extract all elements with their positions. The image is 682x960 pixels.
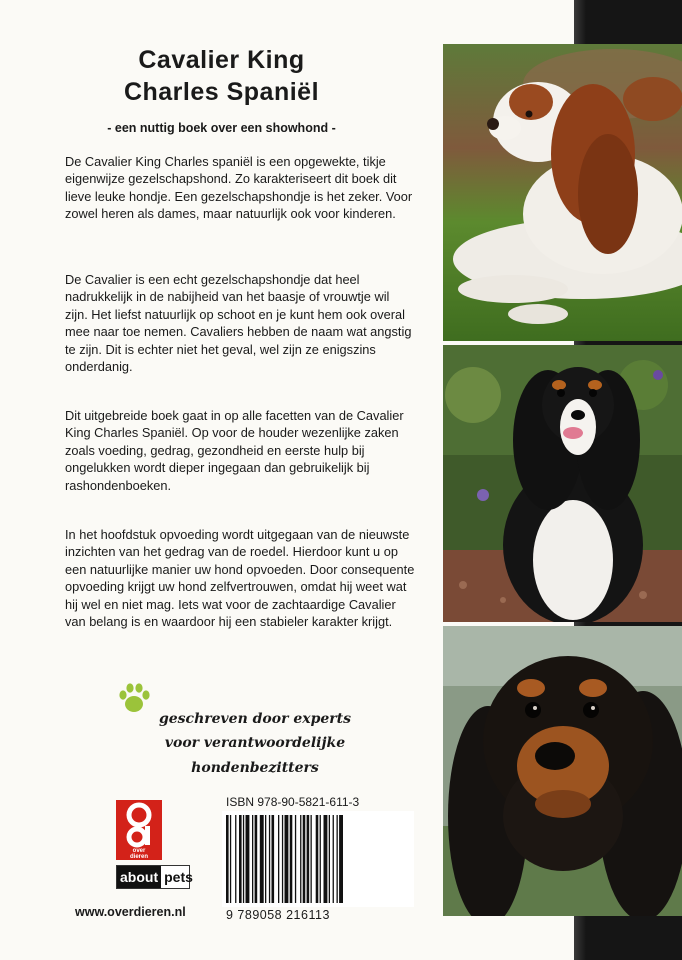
barcode-bar	[324, 815, 328, 903]
barcode-bar	[235, 815, 236, 903]
book-subtitle: - een nuttig boek over een showhond -	[107, 121, 336, 135]
book-title-line1: Cavalier King	[138, 46, 305, 74]
barcode-number: 9 789058 216113	[226, 908, 330, 922]
barcode-bar	[255, 815, 258, 903]
barcode-bar	[260, 815, 264, 903]
barcode-bar	[282, 815, 283, 903]
barcode-bar	[339, 815, 343, 903]
barcode-bar	[265, 815, 266, 903]
slogan-line: hondenbezitters	[191, 760, 319, 776]
barcode-bar	[243, 815, 244, 903]
barcode-bar	[311, 815, 312, 903]
barcode-bar	[303, 815, 306, 903]
barcode-bar	[333, 815, 334, 903]
photo-black-tan-cavalier	[443, 626, 682, 916]
pets-word: pets	[164, 869, 193, 885]
isbn-barcode	[222, 811, 414, 912]
book-title-line2: Charles Spaniël	[123, 78, 320, 106]
barcode-bar	[320, 815, 321, 903]
isbn-label: ISBN 978-90-5821-611-3	[226, 795, 360, 809]
barcode-bar	[329, 815, 330, 903]
barcode-bar	[295, 815, 296, 903]
blurb-paragraph: De Cavalier is een echt gezelschapshondje dat heel nadrukkelijk in de nabijheid van het baasje of vrouwtje wil zijn. Het liefst natuurlijk op schoot en je kunt hem ook overal mee naar toe nemen. Cavaliers hebben de naam wat angstig te zijn. Dit is echter niet het geval, wel zijn ze enigszins onderdanig.	[65, 272, 412, 375]
slogan-line: voor verantwoordelijke	[164, 735, 346, 751]
barcode-bar	[300, 815, 301, 903]
barcode-bar	[278, 815, 279, 903]
blurb-paragraph: De Cavalier King Charles spaniël is een opgewekte, tikje eigenwijze gezelschapshond. Zo karakteriseert dit boek dit lieve leuke hondje. Een gezelschapshondje is het zeker. Voor zowel heren als dames, maar natuurlijk ook voor kinderen.	[65, 154, 413, 222]
barcode-bar	[239, 815, 242, 903]
over-dieren-logo	[116, 800, 162, 860]
barcode-bar	[290, 815, 293, 903]
barcode-bar	[337, 815, 338, 903]
barcode-bar	[252, 815, 253, 903]
barcode-bar	[230, 815, 231, 903]
about-pets-logo	[116, 865, 193, 889]
blurb-paragraph: In het hoofdstuk opvoeding wordt uitgegaan van de nieuwste inzichten van het gedrag van de roedel. Hierdoor kunt u op een natuurlijke manier uw hond opvoeden. Door consequente opvoeding krijgt uw hond zelfvertrouwen, omdat hij weet wat hij wel en niet mag. Iets wat voor de zachtaardige Cavalier van belang is en waardoor hij een stabieler karakter krijgt.	[65, 527, 415, 630]
publisher-website[interactable]: www.overdieren.nl	[75, 905, 186, 919]
barcode-bar	[246, 815, 250, 903]
photo-blenheim-cavalier	[443, 44, 682, 341]
svg-text:over: over	[132, 848, 146, 854]
photo-tricolour-cavalier	[443, 345, 682, 622]
svg-text:dieren: dieren	[129, 854, 149, 860]
barcode-bar	[285, 815, 289, 903]
barcode-bar	[307, 815, 310, 903]
barcode-bar	[226, 815, 229, 903]
barcode-bar	[269, 815, 270, 903]
about-word: about	[117, 866, 161, 888]
barcode-bar	[272, 815, 275, 903]
blurb-paragraph: Dit uitgebreide boek gaat in op alle facetten van de Cavalier King Charles Spaniël. Op voor de houder wezenlijke zaken zoals voeding, gedrag, gezondheid en eerste hulp bij ongelukken wordt dieper ingegaan dan gebruikelijk bij rashondenboeken.	[65, 408, 404, 493]
slogan-line: geschreven door experts	[158, 711, 352, 727]
barcode-bar	[316, 815, 319, 903]
